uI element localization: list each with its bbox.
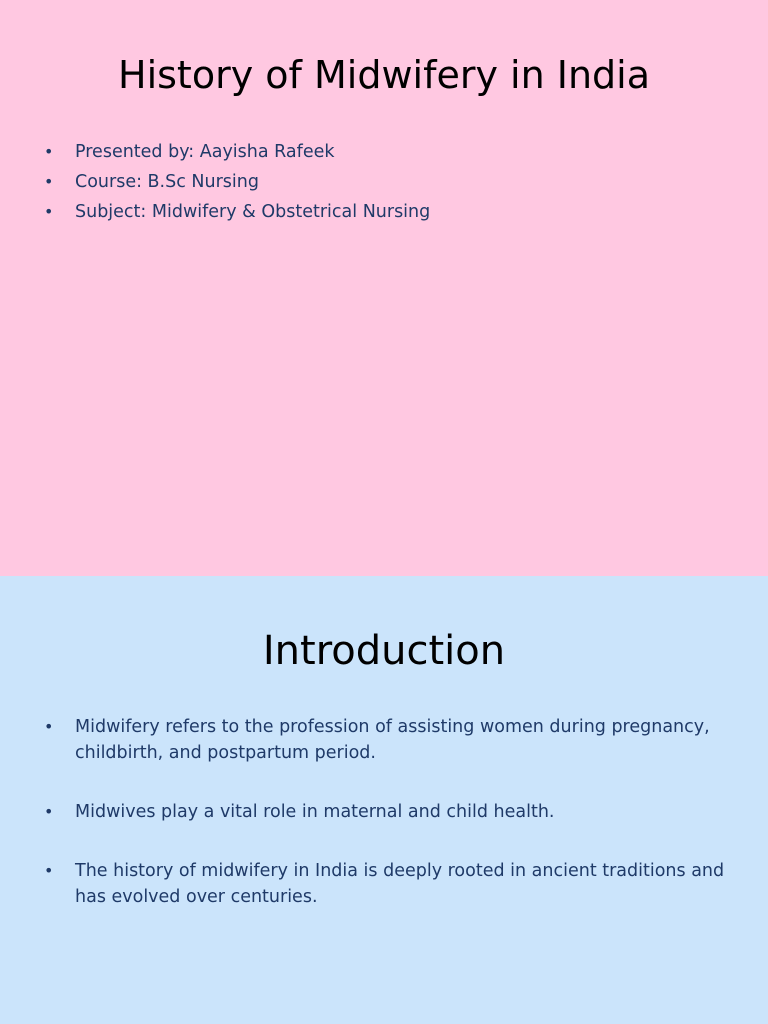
bullet-list	[44, 139, 734, 229]
list-item	[44, 858, 734, 910]
bullet-list	[44, 714, 734, 943]
bullet-text: Midwifery refers to the profession of assisting women during pregnancy, childbirth, and postpartum period.	[75, 717, 710, 763]
slide-title: Introduction	[262, 628, 506, 674]
slide-introduction	[0, 576, 768, 1024]
bullet-text: Course: B.Sc Nursing	[75, 172, 259, 192]
bullet-icon: •	[44, 861, 54, 880]
bullet-icon: •	[44, 142, 54, 161]
bullet-icon: •	[44, 202, 54, 221]
bullet-text: Presented by: Aayisha Rafeek	[75, 142, 335, 162]
bullet-icon: •	[44, 717, 54, 736]
list-item	[44, 139, 734, 165]
list-item	[44, 199, 734, 225]
bullet-text: Subject: Midwifery & Obstetrical Nursing	[75, 202, 431, 222]
slide-title: History of Midwifery in India	[118, 53, 650, 97]
bullet-icon: •	[44, 172, 54, 191]
list-item	[44, 169, 734, 195]
bullet-icon: •	[44, 802, 54, 821]
bullet-text: Midwives play a vital role in maternal and child health.	[75, 802, 555, 822]
list-item	[44, 714, 734, 766]
list-item	[44, 799, 734, 825]
bullet-text: The history of midwifery in India is deeply rooted in ancient traditions and has evolved over centuries.	[75, 861, 725, 907]
